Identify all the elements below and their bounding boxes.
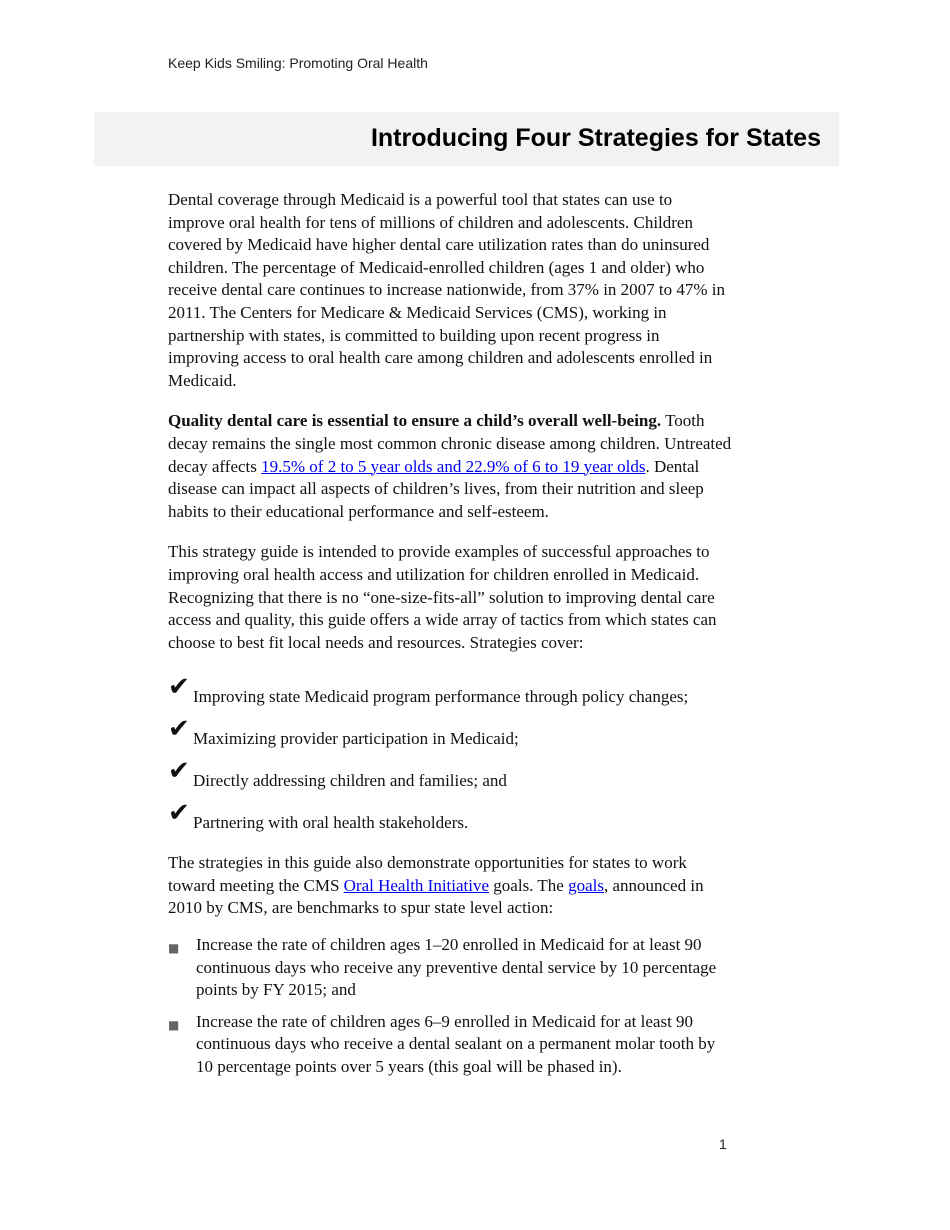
strategy-text: Directly addressing children and families; and bbox=[193, 771, 507, 791]
square-bullet-icon: ■ bbox=[168, 941, 180, 956]
checkmark-icon: ✔ bbox=[168, 756, 190, 787]
initiative-text-c: , announced in 2010 by CMS, are benchmarks to spur state level action: bbox=[168, 875, 704, 918]
goal-text: Increase the rate of children ages 1–20 enrolled in Medicaid for at least 90 continuous days who receive any preventive dental service by 10 percentage points by FY 2015; and bbox=[196, 935, 717, 1000]
page-number: 1 bbox=[719, 1136, 727, 1152]
goals-list bbox=[168, 934, 733, 1079]
guide-paragraph: This strategy guide is intended to provide examples of successful approaches to improving oral health access and utilization for children enrolled in Medicaid. Recognizing that there is no “one-size-fits-all” solution to improving dental care access and quality, this guide offers a wide array of tactics from which states can choose to best fit local needs and resources. Strategies cover: bbox=[168, 542, 717, 652]
initiative-text-a: The strategies in this guide also demonstrate opportunities for states to work toward meeting the CMS bbox=[168, 853, 687, 895]
checkmark-icon: ✔ bbox=[168, 798, 190, 829]
quality-text-b: . Dental disease can impact all aspects of children’s lives, from their nutrition and sleep habits to their educational performance and self-esteem. bbox=[168, 456, 704, 521]
strategy-item bbox=[168, 798, 733, 840]
quality-text-a: Tooth decay remains the single most common chronic disease among children. Untreated decay affects bbox=[168, 411, 732, 476]
goals-link[interactable]: goals bbox=[568, 875, 604, 895]
square-bullet-icon: ■ bbox=[168, 1017, 180, 1032]
strategies-list bbox=[168, 672, 733, 840]
checkmark-icon: ✔ bbox=[168, 714, 190, 745]
decay-stats-link[interactable]: 19.5% of 2 to 5 year olds and 22.9% of 6 to 19 year olds bbox=[261, 456, 646, 476]
main-content bbox=[168, 189, 733, 1088]
initiative-paragraph bbox=[168, 852, 733, 920]
oral-health-initiative-link[interactable]: Oral Health Initiative bbox=[343, 875, 490, 895]
title-band bbox=[94, 112, 839, 166]
strategy-item bbox=[168, 672, 733, 714]
goal-item bbox=[168, 1011, 733, 1079]
strategy-text: Maximizing provider participation in Medicaid; bbox=[193, 729, 519, 749]
quality-paragraph bbox=[168, 410, 733, 523]
initiative-text-b: goals. The bbox=[489, 875, 569, 895]
checkmark-icon: ✔ bbox=[168, 672, 190, 703]
intro-paragraph: Dental coverage through Medicaid is a powerful tool that states can use to improve oral health for tens of millions of children and adolescents. Children covered by Medicaid have higher dental care utilization rates than do uninsured children. The percentage of Medicaid-enrolled children (ages 1 and older) who receive dental care continues to increase nationwide, from 37% in 2007 to 47% in 2011. The Centers for Medicare & Medicaid Services (CMS), working in partnership with states, is committed to building upon recent progress in improving access to oral health care among children and adolescents enrolled in Medicaid. bbox=[168, 190, 726, 390]
strategy-item bbox=[168, 756, 733, 798]
strategy-text: Partnering with oral health stakeholders. bbox=[193, 813, 469, 833]
goal-item bbox=[168, 934, 733, 1002]
goal-text: Increase the rate of children ages 6–9 enrolled in Medicaid for at least 90 continuous days who receive a dental sealant on a permanent molar tooth by 10 percentage points over 5 years (this goal will be phased in). bbox=[196, 1011, 716, 1077]
running-header: Keep Kids Smiling: Promoting Oral Health bbox=[168, 55, 428, 71]
page-title: Introducing Four Strategies for States bbox=[370, 124, 821, 152]
strategy-item bbox=[168, 714, 733, 756]
quality-lead: Quality dental care is essential to ensure a child’s overall well-being. bbox=[168, 411, 662, 431]
strategy-text: Improving state Medicaid program performance through policy changes; bbox=[193, 687, 689, 707]
